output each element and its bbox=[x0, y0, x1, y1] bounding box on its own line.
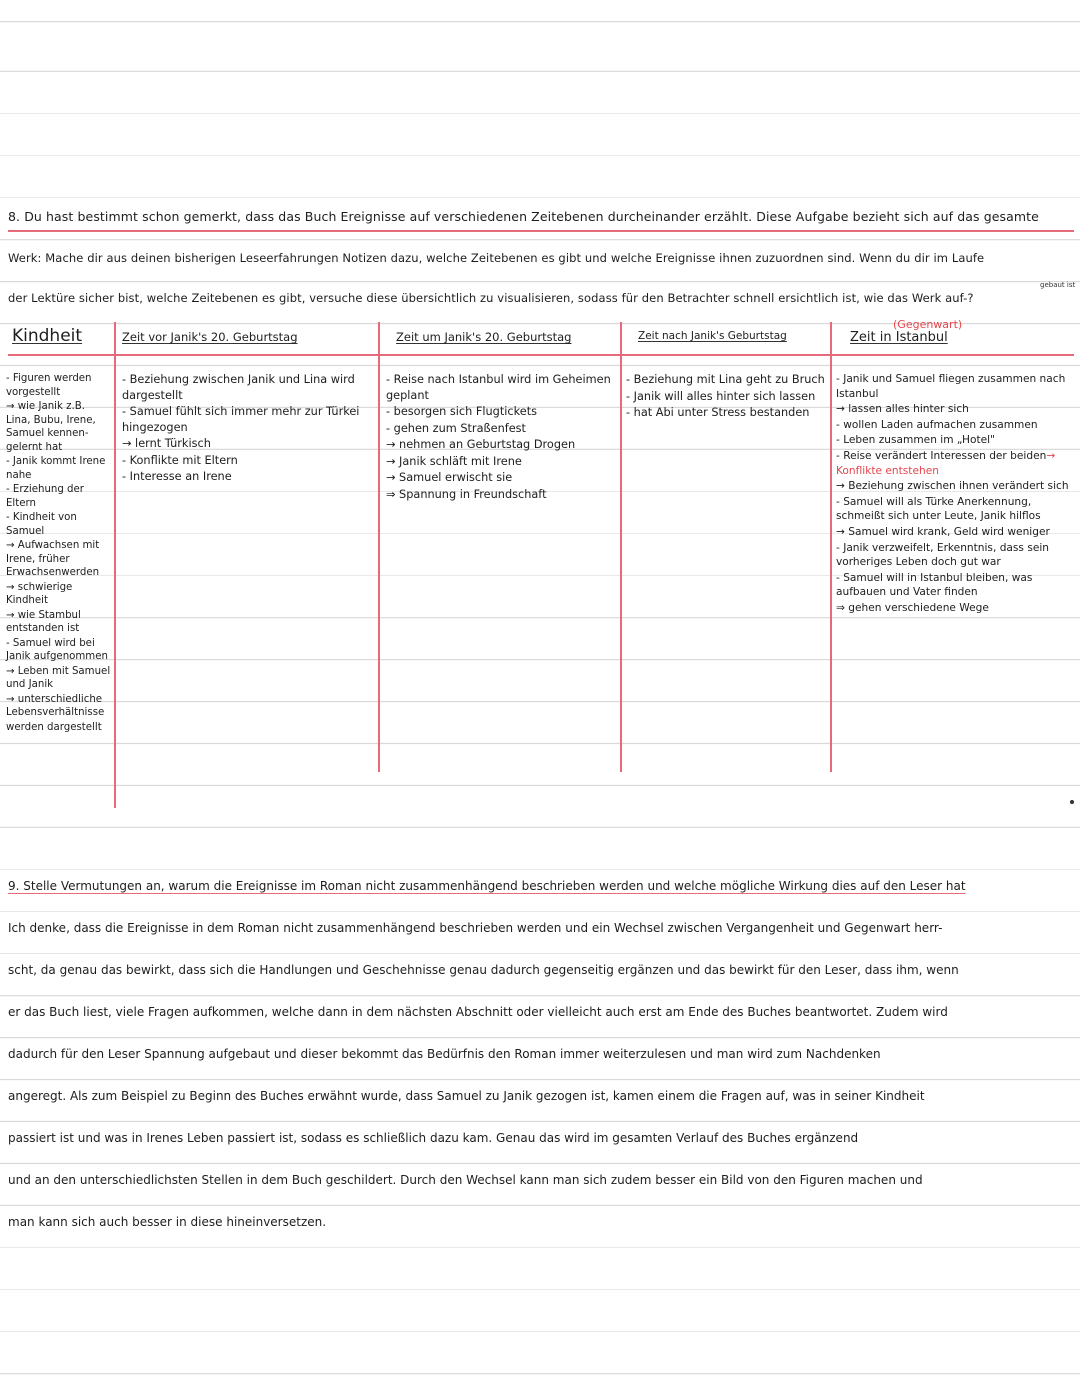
note-item: - Janik kommt Irene nahe bbox=[6, 456, 106, 481]
note-item: - Samuel will in Istanbul bleiben, was aufbauen und Vater finden bbox=[836, 571, 1033, 599]
note-item: → Beziehung zwischen ihnen verändert sich bbox=[836, 480, 1069, 493]
note-item: → wie Stambul entstanden ist bbox=[6, 609, 81, 634]
note-item: - wollen Laden aufmachen zusammen bbox=[836, 418, 1038, 431]
note-item bbox=[836, 449, 1076, 478]
column-kindheit bbox=[6, 372, 112, 735]
note-item: - Kindheit von Samuel bbox=[6, 512, 77, 537]
note-item: → unterschiedliche Lebensverhältnisse bbox=[6, 693, 105, 718]
note-item: - Leben zusammen im „Hotel" bbox=[836, 434, 995, 447]
note-item: → Samuel wird krank, Geld wird weniger bbox=[836, 525, 1050, 538]
column-divider bbox=[620, 322, 622, 772]
note-item: - hat Abi unter Stress bestanden bbox=[626, 406, 810, 419]
column-zeit-um bbox=[386, 372, 618, 503]
column-istanbul bbox=[836, 372, 1076, 617]
note-item: - Janik verzweifelt, Erkenntnis, dass sein vorheriges Leben doch gut war bbox=[836, 541, 1050, 569]
question-9 bbox=[8, 873, 1074, 1251]
note-item: - Samuel wird bei Janik aufgenommen bbox=[6, 637, 108, 662]
answer-line: passiert ist und was in Irenes Leben passiert ist, sodass es schließlich dazu kam. Genau das wird im gesamten Verlauf des Buches ergänzend bbox=[8, 1131, 859, 1145]
note-item: - Janik und Samuel fliegen zusammen nach Istanbul bbox=[836, 373, 1066, 400]
note-item: → Samuel erwischt sie bbox=[386, 471, 513, 484]
note-item: - Samuel will als Türke Anerkennung, schmeißt sich unter Leute, Janik hilflos bbox=[836, 495, 1041, 523]
gegenwart-note: (Gegenwart) bbox=[893, 318, 963, 331]
column-divider bbox=[830, 322, 832, 772]
note-item: - Interesse an Irene bbox=[122, 470, 232, 483]
note-text: - Reise verändert Interessen der beiden bbox=[836, 449, 1047, 462]
header-rule bbox=[8, 354, 1074, 356]
question-8 bbox=[8, 206, 1074, 309]
note-item: - gehen zum Straßenfest bbox=[386, 421, 526, 435]
timeline-headers bbox=[8, 326, 1074, 354]
note-item: → lernt Türkisch bbox=[122, 437, 211, 450]
note-item: ⇒ gehen verschiedene Wege bbox=[836, 601, 989, 614]
note-item: → schwierige Kindheit bbox=[6, 581, 73, 606]
note-item: → nehmen an Geburtstag Drogen bbox=[386, 438, 576, 451]
question-8-line-1: 8. Du hast bestimmt schon gemerkt, dass das Buch Ereignisse auf verschiedenen Zeitebenen durcheinander erzählt. Diese Aufgabe bezieht sich auf das gesamte bbox=[8, 209, 1039, 224]
column-zeit-nach bbox=[626, 372, 828, 422]
column-zeit-vor bbox=[122, 372, 376, 486]
header-istanbul: Zeit in Istanbul bbox=[850, 330, 948, 345]
note-item: werden dargestellt bbox=[6, 721, 102, 733]
margin-note: gebaut ist bbox=[1040, 281, 1076, 289]
margin-dot bbox=[1070, 800, 1074, 804]
answer-line: und an den unterschiedlichsten Stellen in dem Buch geschildert. Durch den Wechsel kann man sich zudem besser ein Bild von den Figuren machen und bbox=[8, 1173, 923, 1187]
note-item: → wie Janik z.B. Lina, Bubu, Irene, Samuel kennen-gelernt hat bbox=[6, 401, 96, 453]
note-item: - Reise nach Istanbul wird im Geheimen geplant bbox=[386, 373, 611, 402]
column-divider bbox=[378, 322, 380, 772]
answer-line: man kann sich auch besser in diese hineinversetzen. bbox=[8, 1215, 327, 1229]
note-item: - Erziehung der Eltern bbox=[6, 484, 84, 509]
conflict-highlight: → Konflikte entstehen bbox=[836, 449, 1056, 477]
note-item: → Leben mit Samuel und Janik bbox=[6, 665, 111, 690]
answer-line: er das Buch liest, viele Fragen aufkommen, welche dann in dem nächsten Abschnitt oder vielleicht auch erst am Ende des Buches beantwortet. Zudem wird bbox=[8, 1005, 948, 1019]
question-8-line-3: der Lektüre sicher bist, welche Zeitebenen es gibt, versuche diese übersichtlich zu visualisieren, sodass für den Betrachter schnell ersichtlich ist, wie das Werk auf-? bbox=[8, 291, 974, 305]
note-item: → lassen alles hinter sich bbox=[836, 403, 969, 416]
header-zeit-nach: Zeit nach Janik's Geburtstag bbox=[638, 330, 787, 342]
question-9-title: 9. Stelle Vermutungen an, warum die Ereignisse im Roman nicht zusammenhängend beschrieben werden und welche mögliche Wirkung dies auf den Leser hat bbox=[8, 879, 966, 893]
red-rule bbox=[8, 230, 1074, 232]
note-item: - besorgen sich Flugtickets bbox=[386, 405, 538, 418]
answer-line: scht, da genau das bewirkt, dass sich die Handlungen und Geschehnisse genau dadurch gegenseitig ergänzen und das bewirkt für den Leser, dass ihm, wenn bbox=[8, 963, 959, 977]
note-item: - Samuel fühlt sich immer mehr zur Türkei hingezogen bbox=[122, 405, 360, 434]
answer-line: angeregt. Als zum Beispiel zu Beginn des Buches erwähnt wurde, dass Samuel zu Janik gezogen ist, kamen einem die Fragen auf, was in seiner Kindheit bbox=[8, 1089, 925, 1103]
column-divider bbox=[114, 322, 116, 808]
note-item: → Aufwachsen mit Irene, früher Erwachsenwerden bbox=[6, 540, 100, 578]
header-kindheit: Kindheit bbox=[12, 326, 83, 346]
note-item: - Konflikte mit Eltern bbox=[122, 453, 238, 467]
note-item: - Figuren werden vorgestellt bbox=[6, 373, 92, 398]
answer-line: Ich denke, dass die Ereignisse in dem Roman nicht zusammenhängend beschrieben werden und ein Wechsel zwischen Vergangenheit und Gegenwart herr- bbox=[8, 921, 943, 935]
answer-line: dadurch für den Leser Spannung aufgebaut und dieser bekommt das Bedürfnis den Roman immer weiterzulesen und man wird zum Nachdenken bbox=[8, 1047, 881, 1061]
note-item: - Beziehung mit Lina geht zu Bruch bbox=[626, 373, 825, 386]
note-item: → Janik schläft mit Irene bbox=[386, 454, 522, 468]
header-zeit-um: Zeit um Janik's 20. Geburtstag bbox=[396, 330, 572, 344]
note-item: - Janik will alles hinter sich lassen bbox=[626, 389, 816, 403]
note-item: ⇒ Spannung in Freundschaft bbox=[386, 487, 547, 501]
header-zeit-vor: Zeit vor Janik's 20. Geburtstag bbox=[122, 330, 298, 344]
note-item: - Beziehung zwischen Janik und Lina wird dargestellt bbox=[122, 373, 355, 402]
question-8-line-2: Werk: Mache dir aus deinen bisherigen Leseerfahrungen Notizen dazu, welche Zeitebenen es gibt und welche Ereignisse ihnen zuzuordnen sind. Wenn du dir im Laufe bbox=[8, 251, 985, 265]
